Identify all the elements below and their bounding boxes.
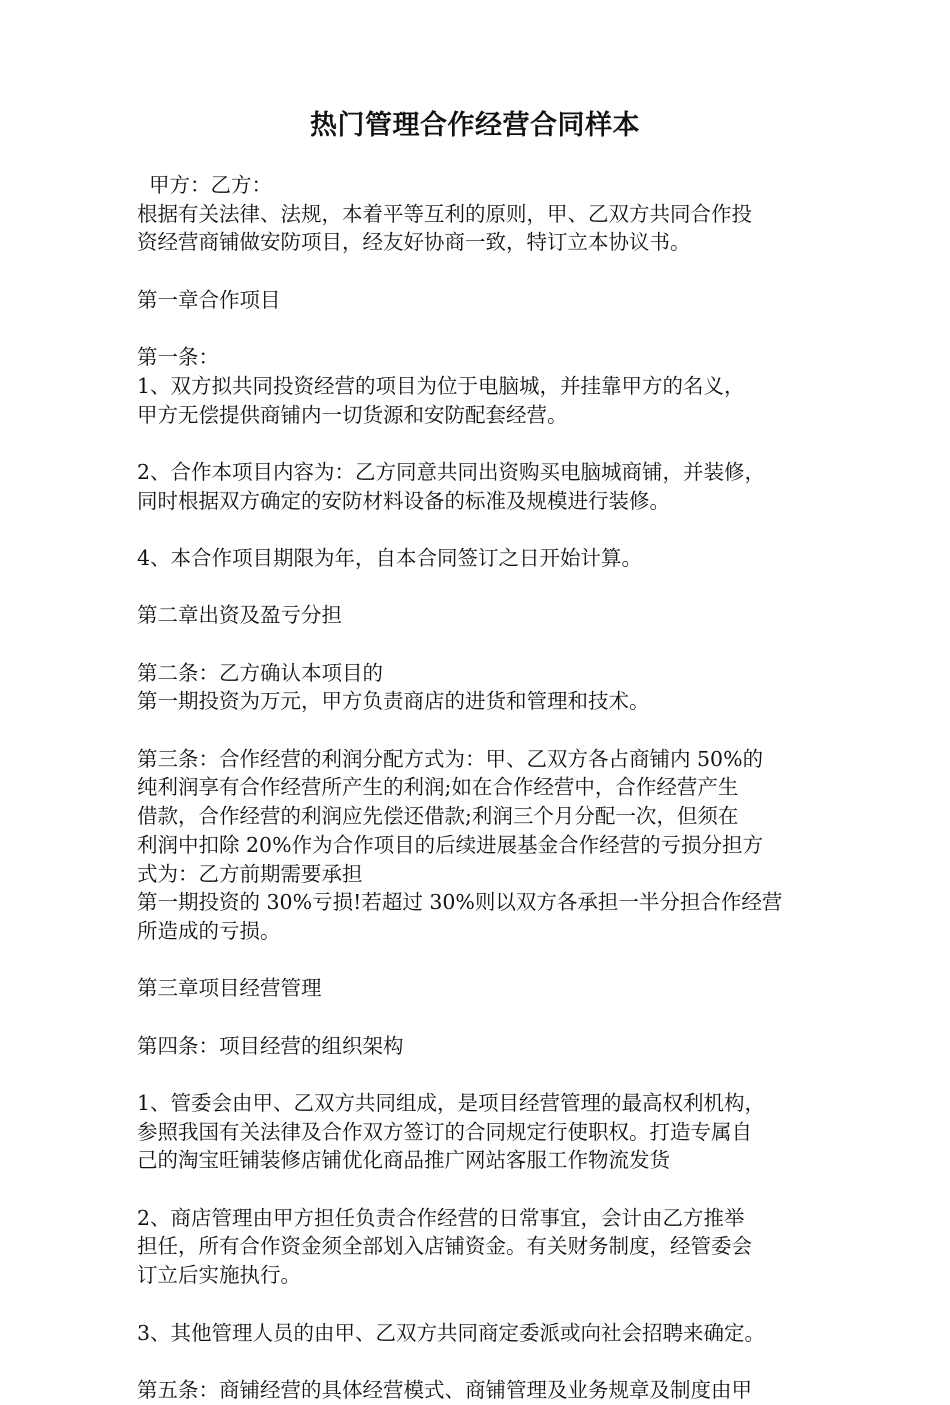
text-line: 4、本合作项目期限为年，自本合同签订之日开始计算。 [137,545,643,570]
text-line: 第四条：项目经营的组织架构 [137,1033,404,1058]
paragraph [137,974,827,1003]
text-line: 根据有关法律、法规，本着平等互利的原则，甲、乙双方共同合作投 [137,201,752,226]
paragraph [137,200,827,257]
text-line: 担任，所有合作资金须全部划入店铺资金。有关财务制度，经管委会 [137,1234,752,1259]
text-line: 甲方无偿提供商铺内一切货源和安防配套经营。 [137,402,568,427]
paragraph-spacer [137,515,827,544]
text-line: 第一章合作项目 [137,287,281,312]
document-body [137,171,827,1405]
paragraph [137,745,827,946]
paragraph-spacer [137,1347,827,1376]
text-line: 资经营商铺做安防项目，经友好协商一致，特订立本协议书。 [137,230,691,255]
paragraph-spacer [137,946,827,975]
paragraph-spacer [137,1003,827,1032]
text-line: 式为：乙方前期需要承担 [137,861,363,886]
text-line: 借款，合作经营的利润应先偿还借款;利润三个月分配一次，但须在 [137,804,739,829]
paragraph [137,1204,827,1290]
paragraph [137,544,827,573]
paragraph-spacer [137,716,827,745]
text-line: 甲方：乙方： [149,173,272,197]
text-line: 1、管委会由甲、乙双方共同组成，是项目经营管理的最高权利机构， [137,1091,766,1115]
paragraph [137,343,827,429]
paragraph-spacer [137,1290,827,1319]
text-line: 所造成的亏损。 [137,918,281,943]
paragraph [137,1319,827,1348]
text-line: 订立后实施执行。 [137,1263,301,1288]
paragraph-spacer [137,573,827,602]
text-line: 1、双方拟共同投资经营的项目为位于电脑城，并挂靠甲方的名义， [137,373,745,398]
paragraph [137,286,827,315]
paragraph [137,171,827,200]
text-line: 第五条：商铺经营的具体经营模式、商铺管理及业务规章及制度由甲 [137,1377,752,1402]
text-line: 第一期投资的 30%亏损!若超过 30%则以双方各承担一半分担合作经营 [137,890,783,915]
paragraph-spacer [137,314,827,343]
paragraph [137,601,827,630]
text-line: 第二条：乙方确认本项目的 [137,660,383,685]
document-title: 热门管理合作经营合同样本 [310,110,640,141]
paragraph [137,659,827,716]
paragraph [137,1376,827,1405]
paragraph [137,1032,827,1061]
paragraph-spacer [137,1175,827,1204]
paragraph-spacer [137,1060,827,1089]
text-line: 参照我国有关法律及合作双方签订的合同规定行使职权。打造专属自 [137,1119,752,1144]
text-line: 第二章出资及盈亏分担 [137,603,342,628]
text-line: 己的淘宝旺铺装修店铺优化商品推广网站客服工作物流发货 [137,1148,670,1173]
paragraph [137,1089,827,1175]
text-line: 2、合作本项目内容为：乙方同意共同出资购买电脑城商铺，并装修， [137,459,766,484]
text-line: 第一期投资为万元，甲方负责商店的进货和管理和技术。 [137,689,650,714]
paragraph [137,458,827,515]
text-line: 利润中扣除 20%作为合作项目的后续进展基金合作经营的亏损分担方 [137,832,764,857]
paragraph-spacer [137,429,827,458]
text-line: 第一条： [137,345,219,370]
text-line: 纯利润享有合作经营所产生的利润;如在合作经营中，合作经营产生 [137,775,739,800]
paragraph-spacer [137,630,827,659]
text-line: 第三章项目经营管理 [137,976,322,1001]
paragraph-spacer [137,257,827,286]
text-line: 同时根据双方确定的安防材料设备的标准及规模进行装修。 [137,488,670,513]
text-line: 第三条：合作经营的利润分配方式为：甲、乙双方各占商铺内 50%的 [137,746,764,771]
text-line: 2、商店管理由甲方担任负责合作经营的日常事宜，会计由乙方推举 [137,1205,745,1230]
text-line: 3、其他管理人员的由甲、乙双方共同商定委派或向社会招聘来确定。 [137,1320,766,1345]
